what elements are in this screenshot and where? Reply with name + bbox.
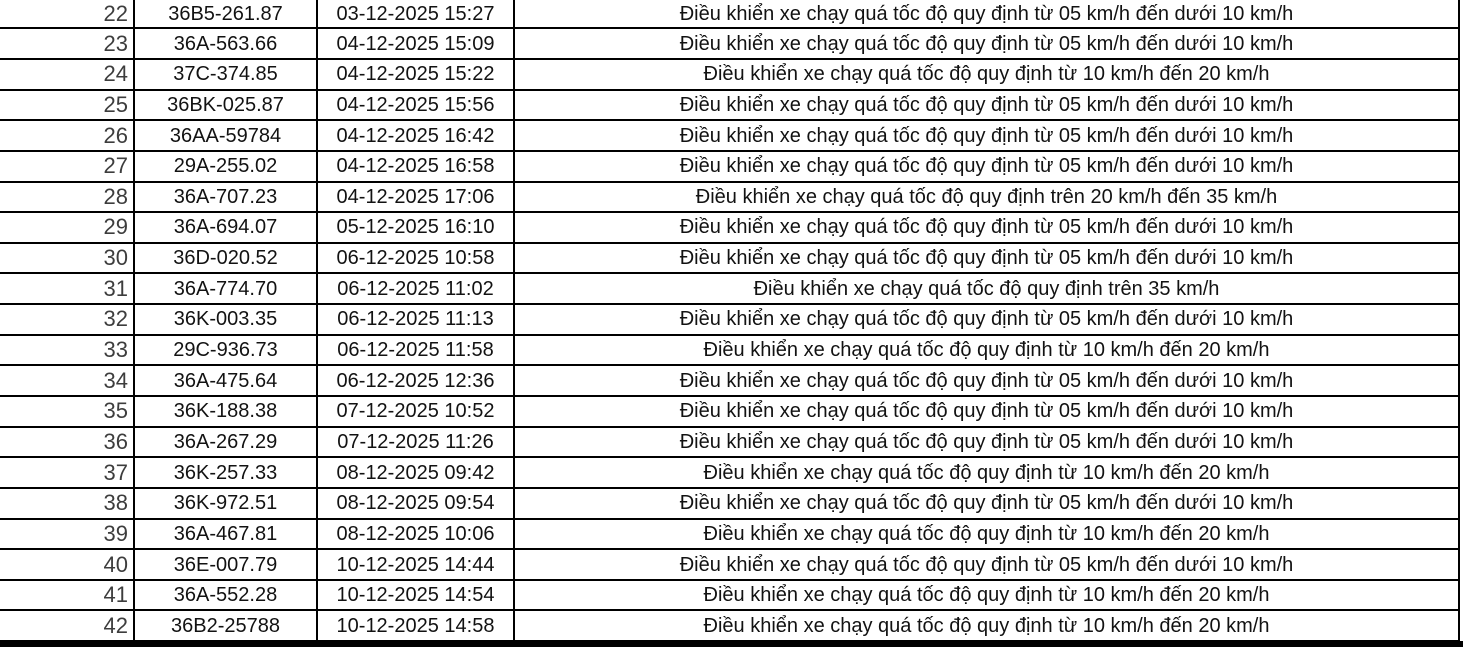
row-number-cell: 28	[0, 183, 135, 212]
license-plate-cell: 36K-003.35	[135, 305, 318, 334]
violation-datetime-cell: 04-12-2025 17:06	[318, 183, 515, 212]
violation-description-cell: Điều khiển xe chạy quá tốc độ quy định từ 05 km/h đến dưới 10 km/h	[515, 121, 1460, 150]
violation-datetime-cell: 04-12-2025 15:56	[318, 91, 515, 120]
license-plate-cell: 37C-374.85	[135, 60, 318, 89]
row-number-cell: 34	[0, 366, 135, 395]
violation-datetime-cell: 06-12-2025 11:02	[318, 274, 515, 303]
table-row	[0, 91, 1460, 122]
violation-description-cell: Điều khiển xe chạy quá tốc độ quy định từ 05 km/h đến dưới 10 km/h	[515, 213, 1460, 242]
table-row	[0, 550, 1460, 581]
table-row	[0, 489, 1460, 520]
table-row	[0, 458, 1460, 489]
row-number-cell: 36	[0, 428, 135, 457]
violation-description-cell: Điều khiển xe chạy quá tốc độ quy định từ 05 km/h đến dưới 10 km/h	[515, 428, 1460, 457]
row-number-cell: 35	[0, 397, 135, 426]
violation-datetime-cell: 10-12-2025 14:44	[318, 550, 515, 579]
license-plate-cell: 36B2-25788	[135, 611, 318, 640]
violation-description-cell: Điều khiển xe chạy quá tốc độ quy định từ 05 km/h đến dưới 10 km/h	[515, 0, 1460, 27]
license-plate-cell: 36BK-025.87	[135, 91, 318, 120]
license-plate-cell: 36D-020.52	[135, 244, 318, 273]
table-row	[0, 305, 1460, 336]
table-row	[0, 581, 1460, 612]
row-number-cell: 30	[0, 244, 135, 273]
table-row	[0, 274, 1460, 305]
violation-datetime-cell: 07-12-2025 10:52	[318, 397, 515, 426]
table-row	[0, 213, 1460, 244]
table-row	[0, 183, 1460, 214]
violation-datetime-cell: 05-12-2025 16:10	[318, 213, 515, 242]
violation-description-cell: Điều khiển xe chạy quá tốc độ quy định trên 35 km/h	[515, 274, 1460, 303]
violation-description-cell: Điều khiển xe chạy quá tốc độ quy định từ 05 km/h đến dưới 10 km/h	[515, 91, 1460, 120]
violation-datetime-cell: 08-12-2025 10:06	[318, 520, 515, 549]
table-row	[0, 520, 1460, 551]
violation-description-cell: Điều khiển xe chạy quá tốc độ quy định từ 05 km/h đến dưới 10 km/h	[515, 152, 1460, 181]
license-plate-cell: 36A-563.66	[135, 29, 318, 58]
license-plate-cell: 36A-552.28	[135, 581, 318, 610]
violation-description-cell: Điều khiển xe chạy quá tốc độ quy định từ 05 km/h đến dưới 10 km/h	[515, 244, 1460, 273]
table-row	[0, 428, 1460, 459]
row-number-cell: 32	[0, 305, 135, 334]
license-plate-cell: 36A-467.81	[135, 520, 318, 549]
license-plate-cell: 36A-475.64	[135, 366, 318, 395]
license-plate-cell: 36AA-59784	[135, 121, 318, 150]
row-number-cell: 24	[0, 60, 135, 89]
violation-datetime-cell: 04-12-2025 15:09	[318, 29, 515, 58]
table-row	[0, 397, 1460, 428]
row-number-cell: 29	[0, 213, 135, 242]
license-plate-cell: 36A-267.29	[135, 428, 318, 457]
row-number-cell: 33	[0, 336, 135, 365]
license-plate-cell: 36A-774.70	[135, 274, 318, 303]
violation-datetime-cell: 06-12-2025 11:13	[318, 305, 515, 334]
row-number-cell: 25	[0, 91, 135, 120]
license-plate-cell: 29A-255.02	[135, 152, 318, 181]
row-number-cell: 40	[0, 550, 135, 579]
violation-description-cell: Điều khiển xe chạy quá tốc độ quy định từ 10 km/h đến 20 km/h	[515, 581, 1460, 610]
license-plate-cell: 36K-972.51	[135, 489, 318, 518]
row-number-cell: 23	[0, 29, 135, 58]
violation-description-cell: Điều khiển xe chạy quá tốc độ quy định từ 10 km/h đến 20 km/h	[515, 520, 1460, 549]
table-row	[0, 29, 1460, 60]
violation-description-cell: Điều khiển xe chạy quá tốc độ quy định từ 10 km/h đến 20 km/h	[515, 336, 1460, 365]
violation-description-cell: Điều khiển xe chạy quá tốc độ quy định từ 05 km/h đến dưới 10 km/h	[515, 305, 1460, 334]
row-number-cell: 26	[0, 121, 135, 150]
license-plate-cell: 36K-257.33	[135, 458, 318, 487]
table-row	[0, 121, 1460, 152]
row-number-cell: 39	[0, 520, 135, 549]
violation-datetime-cell: 06-12-2025 10:58	[318, 244, 515, 273]
table-row	[0, 611, 1460, 642]
license-plate-cell: 36A-694.07	[135, 213, 318, 242]
row-number-cell: 41	[0, 581, 135, 610]
violation-description-cell: Điều khiển xe chạy quá tốc độ quy định từ 05 km/h đến dưới 10 km/h	[515, 366, 1460, 395]
table-row	[0, 0, 1460, 29]
violation-datetime-cell: 08-12-2025 09:54	[318, 489, 515, 518]
violation-datetime-cell: 04-12-2025 16:42	[318, 121, 515, 150]
violation-description-cell: Điều khiển xe chạy quá tốc độ quy định từ 05 km/h đến dưới 10 km/h	[515, 489, 1460, 518]
license-plate-cell: 36A-707.23	[135, 183, 318, 212]
row-number-cell: 42	[0, 611, 135, 640]
row-number-cell: 37	[0, 458, 135, 487]
violation-datetime-cell: 10-12-2025 14:54	[318, 581, 515, 610]
license-plate-cell: 36K-188.38	[135, 397, 318, 426]
violation-datetime-cell: 06-12-2025 12:36	[318, 366, 515, 395]
violation-description-cell: Điều khiển xe chạy quá tốc độ quy định từ 05 km/h đến dưới 10 km/h	[515, 29, 1460, 58]
violation-datetime-cell: 07-12-2025 11:26	[318, 428, 515, 457]
violation-datetime-cell: 08-12-2025 09:42	[318, 458, 515, 487]
bottom-divider-bar	[0, 641, 1463, 647]
violation-description-cell: Điều khiển xe chạy quá tốc độ quy định từ 10 km/h đến 20 km/h	[515, 611, 1460, 640]
violation-datetime-cell: 10-12-2025 14:58	[318, 611, 515, 640]
license-plate-cell: 29C-936.73	[135, 336, 318, 365]
violation-description-cell: Điều khiển xe chạy quá tốc độ quy định từ 05 km/h đến dưới 10 km/h	[515, 397, 1460, 426]
violation-description-cell: Điều khiển xe chạy quá tốc độ quy định từ 10 km/h đến 20 km/h	[515, 458, 1460, 487]
violation-datetime-cell: 04-12-2025 15:22	[318, 60, 515, 89]
violation-datetime-cell: 04-12-2025 16:58	[318, 152, 515, 181]
table-row	[0, 152, 1460, 183]
row-number-cell: 38	[0, 489, 135, 518]
violation-description-cell: Điều khiển xe chạy quá tốc độ quy định từ 10 km/h đến 20 km/h	[515, 60, 1460, 89]
table-row	[0, 60, 1460, 91]
row-number-cell: 27	[0, 152, 135, 181]
row-number-cell: 22	[0, 0, 135, 27]
violation-datetime-cell: 03-12-2025 15:27	[318, 0, 515, 27]
violation-datetime-cell: 06-12-2025 11:58	[318, 336, 515, 365]
table-row	[0, 366, 1460, 397]
row-number-cell: 31	[0, 274, 135, 303]
license-plate-cell: 36B5-261.87	[135, 0, 318, 27]
violation-description-cell: Điều khiển xe chạy quá tốc độ quy định trên 20 km/h đến 35 km/h	[515, 183, 1460, 212]
table-row	[0, 336, 1460, 367]
license-plate-cell: 36E-007.79	[135, 550, 318, 579]
table-row	[0, 244, 1460, 275]
violation-description-cell: Điều khiển xe chạy quá tốc độ quy định từ 05 km/h đến dưới 10 km/h	[515, 550, 1460, 579]
